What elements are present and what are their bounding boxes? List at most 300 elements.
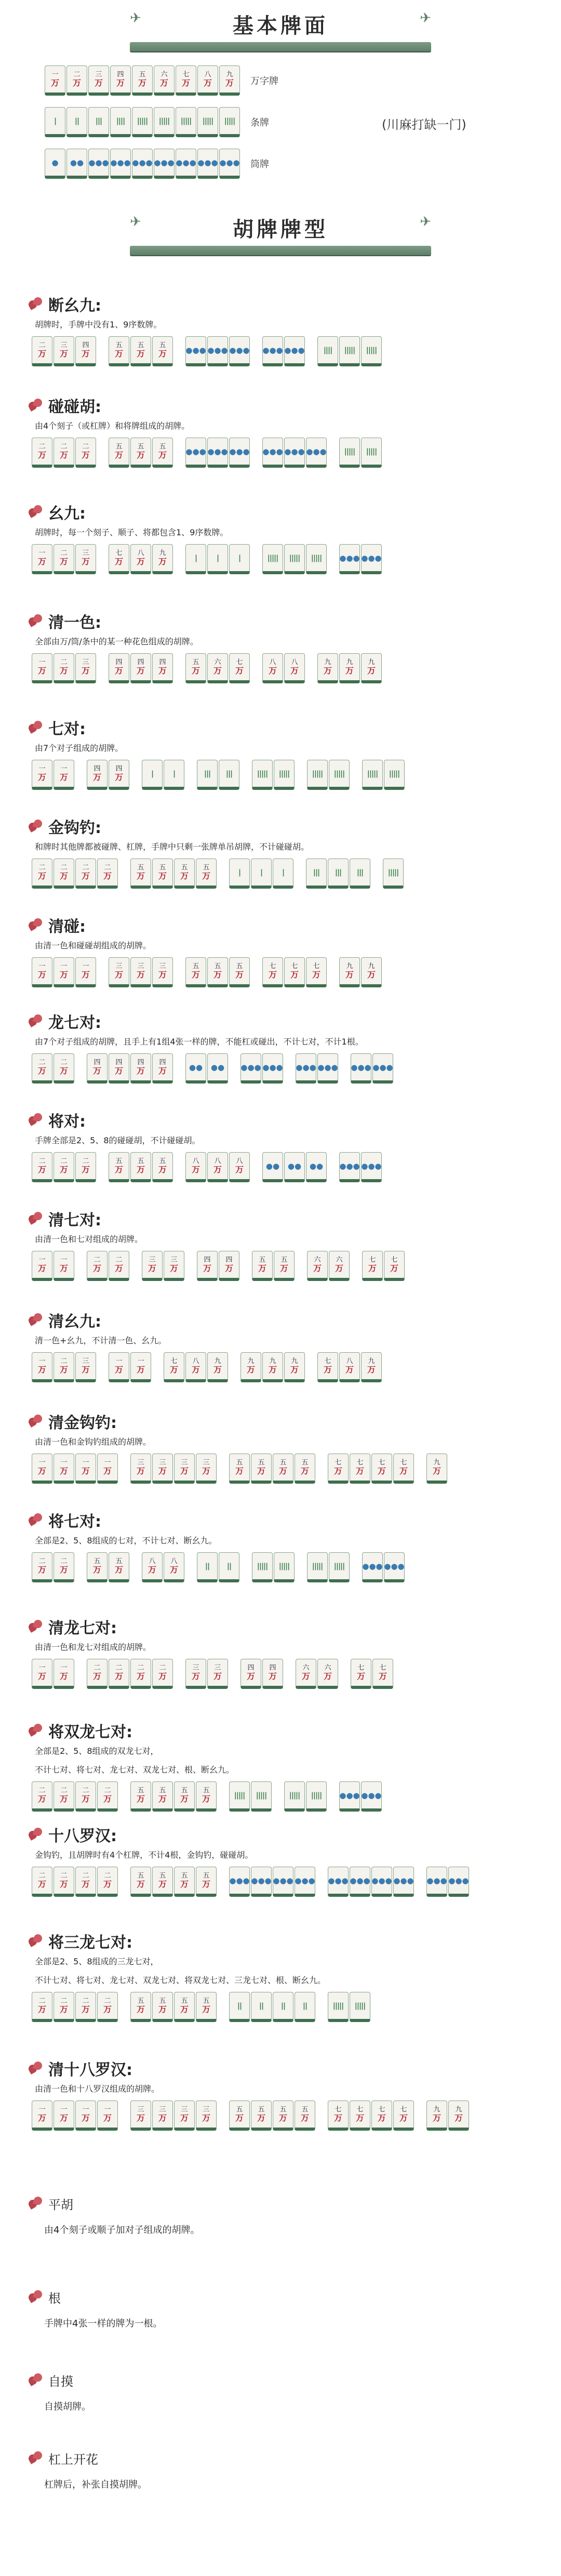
tile-group xyxy=(262,957,328,987)
wan-tile-5-icon: 五 万 xyxy=(229,1454,250,1484)
tile-group xyxy=(185,336,251,366)
hand-section xyxy=(29,1310,543,1382)
hand-section-header xyxy=(29,1510,543,1530)
hand-name: 幺九: xyxy=(48,505,86,523)
tiao-tile-9-icon: ||||| xyxy=(219,107,240,137)
tiao-tile-1-icon: | xyxy=(207,544,228,574)
wan-tile-1-icon: 一 万 xyxy=(32,1659,52,1689)
wan-tile-7-icon: 七 万 xyxy=(306,957,327,987)
petal-bullet-icon xyxy=(29,399,42,412)
hand-description: 由7个对子组成的胡牌，且手上有1组4张一样的牌，不能杠或碰出，不计七对，不计1根。 xyxy=(35,1037,364,1047)
wan-tile-5-icon: 五 万 xyxy=(196,1992,217,2022)
wan-tile-set xyxy=(45,65,241,96)
tile-group xyxy=(130,1454,218,1484)
wan-tile-2-icon: 二 万 xyxy=(75,1992,96,2022)
hand-section xyxy=(29,1616,543,1689)
tiao-tile-1-icon: | xyxy=(45,107,65,137)
hand-description: 由清一色和金钩钓组成的胡牌。 xyxy=(35,1437,152,1447)
tong-tile-6-icon: ●●● xyxy=(350,1867,370,1897)
wan-tile-5-icon: 五 万 xyxy=(109,1152,129,1182)
wan-tile-9-icon: 九 万 xyxy=(284,1352,305,1382)
tile-group xyxy=(306,858,371,889)
wan-tile-5-icon: 五 万 xyxy=(152,1152,173,1182)
tong-tile-2-icon: ●● xyxy=(207,1053,228,1084)
wan-tiles-row xyxy=(42,65,278,96)
hand-section-header xyxy=(29,1931,543,1951)
hand-description: 全部是2、5、8组成的七对，不计七对、断幺九。 xyxy=(35,1536,217,1545)
tile-group xyxy=(185,1659,229,1689)
tile-group xyxy=(130,2101,218,2131)
tiao-tile-1-icon: | xyxy=(229,544,250,574)
wan-tile-2-icon: 二 万 xyxy=(54,1053,74,1084)
wan-tile-3-icon: 三 万 xyxy=(196,2101,217,2131)
hand-description: 不计七对、将七对、龙七对、双龙七对、根、断幺九。 xyxy=(35,1765,235,1775)
wan-tile-6-icon: 六 万 xyxy=(154,65,175,96)
hand-section-header xyxy=(29,816,543,837)
tong-label: 筒牌 xyxy=(250,159,269,170)
hand-name: 将对: xyxy=(48,1113,86,1131)
hand-description: 金钩钓，且胡牌时有4个杠牌，不计4根，金钩钓，碰碰胡。 xyxy=(35,1850,253,1860)
wan-tile-5-icon: 五 万 xyxy=(174,1781,195,1812)
wan-tile-7-icon: 七 万 xyxy=(362,1251,383,1281)
tile-group xyxy=(252,1251,296,1281)
wan-tile-1-icon: 一 万 xyxy=(54,2101,74,2131)
wan-tile-5-icon: 五 万 xyxy=(273,2101,293,2131)
wan-tile-5-icon: 五 万 xyxy=(207,957,228,987)
wan-tile-2-icon: 二 万 xyxy=(32,336,52,366)
hand-description: 由清一色和七对组成的胡牌。 xyxy=(35,1234,143,1244)
petal-bullet-icon xyxy=(29,918,42,932)
wan-tile-9-icon: 九 万 xyxy=(426,2101,447,2131)
tile-group xyxy=(362,1552,406,1582)
tiao-tile-9-icon: ||||| xyxy=(284,544,305,574)
wan-tile-3-icon: 三 万 xyxy=(75,653,96,683)
tile-group xyxy=(87,1659,174,1689)
hand-tiles xyxy=(32,858,543,889)
tile-group xyxy=(109,1352,152,1382)
wan-tile-3-icon: 三 万 xyxy=(152,1454,173,1484)
hand-name: 断幺九: xyxy=(48,297,101,315)
tiao-tile-4-icon: |||| xyxy=(110,107,131,137)
hand-section-header xyxy=(29,294,543,314)
tiao-tile-2-icon: || xyxy=(197,1552,218,1582)
tong-tile-9-icon: ●●● xyxy=(426,1867,447,1897)
tile-group xyxy=(142,1552,185,1582)
wan-tile-1-icon: 一 万 xyxy=(32,760,52,790)
term-name: 自摸 xyxy=(48,2374,73,2389)
wan-tile-8-icon: 八 万 xyxy=(185,1152,206,1182)
wan-tile-5-icon: 五 万 xyxy=(152,336,173,366)
tile-group xyxy=(32,1352,97,1382)
wan-tile-4-icon: 四 万 xyxy=(197,1251,218,1281)
tile-group xyxy=(32,653,97,683)
tiao-tile-2-icon: || xyxy=(251,1992,272,2022)
wan-tile-4-icon: 四 万 xyxy=(75,336,96,366)
hand-name: 清幺九: xyxy=(48,1313,101,1331)
tong-tile-5-icon: ●●● xyxy=(229,336,250,366)
wan-tile-9-icon: 九 万 xyxy=(339,957,360,987)
hand-tiles xyxy=(32,1152,543,1182)
tile-group xyxy=(262,1152,328,1182)
wan-tile-8-icon: 八 万 xyxy=(207,1152,228,1182)
wan-tile-1-icon: 一 万 xyxy=(45,65,65,96)
tong-tile-7-icon: ●●● xyxy=(296,1053,316,1084)
wan-tile-8-icon: 八 万 xyxy=(185,1352,206,1382)
tiao-tile-3-icon: ||| xyxy=(88,107,109,137)
wan-tile-1-icon: 一 万 xyxy=(54,957,74,987)
wan-tile-7-icon: 七 万 xyxy=(350,2101,370,2131)
tile-group xyxy=(229,1781,273,1812)
hand-section-header xyxy=(29,1616,543,1637)
tong-tile-5-icon: ●●● xyxy=(339,1152,360,1182)
wan-tile-4-icon: 四 万 xyxy=(109,653,129,683)
tile-group xyxy=(339,957,383,987)
tong-tile-9-icon: ●●● xyxy=(372,1053,393,1084)
wan-tile-2-icon: 二 万 xyxy=(109,1659,129,1689)
wan-tile-5-icon: 五 万 xyxy=(152,1781,173,1812)
tong-tile-4-icon: ●●● xyxy=(110,149,131,179)
wan-tile-1-icon: 一 万 xyxy=(97,1454,118,1484)
wan-tile-9-icon: 九 万 xyxy=(219,65,240,96)
hand-description: 手牌全部是2、5、8的碰碰胡，不计碰碰胡。 xyxy=(35,1135,201,1145)
wan-tile-5-icon: 五 万 xyxy=(130,858,151,889)
hand-section xyxy=(29,1208,543,1281)
wan-tile-1-icon: 一 万 xyxy=(75,1454,96,1484)
wan-tile-2-icon: 二 万 xyxy=(32,1552,52,1582)
tile-group xyxy=(362,1251,406,1281)
wan-tile-2-icon: 二 万 xyxy=(54,1152,74,1182)
wan-tile-5-icon: 五 万 xyxy=(109,1552,129,1582)
wan-tile-9-icon: 九 万 xyxy=(448,2101,469,2131)
petal-bullet-icon xyxy=(29,1620,42,1633)
tile-group xyxy=(109,1152,174,1182)
hand-name: 清龙七对: xyxy=(48,1619,117,1637)
tong-tile-3-icon: ●●● xyxy=(88,149,109,179)
tong-tile-5-icon: ●●● xyxy=(362,1552,383,1582)
term-description: 杠牌后，补张自摸胡牌。 xyxy=(44,2479,147,2490)
petal-bullet-icon xyxy=(29,1014,42,1028)
tile-group xyxy=(32,1251,75,1281)
tiao-tile-8-icon: ||||| xyxy=(307,1552,328,1582)
wan-tile-4-icon: 四 万 xyxy=(241,1659,261,1689)
hand-section xyxy=(29,501,543,574)
hand-description: 胡牌时，手牌中没有1、9序数牌。 xyxy=(35,320,162,329)
wan-tile-4-icon: 四 万 xyxy=(219,1251,239,1281)
hand-tiles xyxy=(32,1992,543,2022)
hand-section xyxy=(29,1510,543,1582)
wan-tile-2-icon: 二 万 xyxy=(54,858,74,889)
tile-group xyxy=(317,653,383,683)
wan-tile-5-icon: 五 万 xyxy=(87,1552,108,1582)
wan-tile-5-icon: 五 万 xyxy=(196,858,217,889)
wan-tile-2-icon: 二 万 xyxy=(75,1867,96,1897)
tiao-tile-5-icon: ||||| xyxy=(251,1781,272,1812)
hand-section xyxy=(29,294,543,366)
tile-group xyxy=(109,957,174,987)
hand-tiles xyxy=(32,1552,543,1582)
wan-tile-4-icon: 四 万 xyxy=(110,65,131,96)
tong-tile-3-icon: ●●● xyxy=(185,438,206,468)
tiao-tile-5-icon: ||||| xyxy=(229,1781,250,1812)
wan-tile-1-icon: 一 万 xyxy=(32,544,52,574)
wan-tile-1-icon: 一 万 xyxy=(54,1659,74,1689)
tiao-tile-5-icon: ||||| xyxy=(274,1552,295,1582)
tiao-tile-8-icon: ||||| xyxy=(339,438,360,468)
tiao-tile-5-icon: ||||| xyxy=(132,107,153,137)
wan-tile-2-icon: 二 万 xyxy=(97,858,118,889)
petal-bullet-icon xyxy=(29,2451,42,2465)
wan-tile-1-icon: 一 万 xyxy=(54,760,74,790)
wan-tile-2-icon: 二 万 xyxy=(32,1992,52,2022)
tiao-label: 条牌 xyxy=(250,117,269,128)
wan-tile-2-icon: 二 万 xyxy=(87,1251,108,1281)
hand-name: 清碰: xyxy=(48,918,86,936)
tong-tile-9-icon: ●●● xyxy=(339,544,360,574)
tile-group xyxy=(328,1454,415,1484)
tile-group xyxy=(32,760,75,790)
tile-group xyxy=(296,1659,339,1689)
hand-tiles xyxy=(32,1867,543,1897)
hand-description: 由清一色和碰碰胡组成的胡牌。 xyxy=(35,941,152,950)
wan-tile-7-icon: 七 万 xyxy=(284,957,305,987)
tile-group xyxy=(229,1867,316,1897)
wan-tile-5-icon: 五 万 xyxy=(174,1992,195,2022)
hand-description: 由4个刻子（或杠牌）和将牌组成的胡牌。 xyxy=(35,421,190,431)
wan-tile-8-icon: 八 万 xyxy=(229,1152,250,1182)
petal-bullet-icon xyxy=(29,1415,42,1428)
tong-tile-3-icon: ●●● xyxy=(185,336,206,366)
wan-tile-2-icon: 二 万 xyxy=(32,1867,52,1897)
wan-tile-3-icon: 三 万 xyxy=(174,1454,195,1484)
missing-suit-note: (川麻打缺一门) xyxy=(382,117,466,132)
wan-tile-8-icon: 八 万 xyxy=(262,653,283,683)
hand-tiles xyxy=(32,957,543,987)
hand-section-header xyxy=(29,611,543,631)
wan-tile-1-icon: 一 万 xyxy=(130,1352,151,1382)
petal-bullet-icon xyxy=(29,2197,42,2210)
hand-name: 清十八罗汉: xyxy=(48,2061,132,2079)
wan-tile-5-icon: 五 万 xyxy=(185,957,206,987)
tong-tile-9-icon: ●●● xyxy=(351,1053,371,1084)
wan-tile-3-icon: 三 万 xyxy=(164,1251,184,1281)
hand-section-header xyxy=(29,717,543,738)
wan-tile-5-icon: 五 万 xyxy=(130,1992,151,2022)
wan-tile-3-icon: 三 万 xyxy=(152,2101,173,2131)
wan-tile-6-icon: 六 万 xyxy=(296,1659,316,1689)
tile-group xyxy=(426,2101,470,2131)
tong-tile-6-icon: ●●● xyxy=(371,1867,392,1897)
tong-tile-4-icon: ●●● xyxy=(207,336,228,366)
tile-group xyxy=(87,760,130,790)
wan-tile-2-icon: 二 万 xyxy=(75,438,96,468)
hand-section-header xyxy=(29,1411,543,1432)
tile-group xyxy=(32,1454,119,1484)
tile-group xyxy=(307,1552,351,1582)
wan-tile-7-icon: 七 万 xyxy=(393,1454,414,1484)
wan-tile-2-icon: 二 万 xyxy=(54,544,74,574)
petal-bullet-icon xyxy=(29,297,42,311)
wan-tile-7-icon: 七 万 xyxy=(371,1454,392,1484)
tile-group xyxy=(185,957,251,987)
winning-hands-title: 胡牌牌型 xyxy=(233,217,328,242)
wan-tile-5-icon: 五 万 xyxy=(152,858,173,889)
petal-bullet-icon xyxy=(29,1934,42,1948)
tile-group xyxy=(32,438,97,468)
wan-tile-3-icon: 三 万 xyxy=(54,336,74,366)
swallow-right-icon: ✈ xyxy=(420,214,431,230)
tile-group xyxy=(328,1867,415,1897)
tiao-tile-2-icon: || xyxy=(273,1992,293,2022)
tong-tile-1-icon: ● xyxy=(45,149,65,179)
wan-tile-4-icon: 四 万 xyxy=(130,1053,151,1084)
wan-tile-3-icon: 三 万 xyxy=(130,957,151,987)
hand-tiles xyxy=(32,438,543,468)
term-description: 自摸胡牌。 xyxy=(44,2401,91,2412)
hand-section-header xyxy=(29,395,543,416)
wan-tile-2-icon: 二 万 xyxy=(75,1152,96,1182)
hand-name: 龙七对: xyxy=(48,1014,101,1032)
petal-bullet-icon xyxy=(29,1513,42,1527)
petal-bullet-icon xyxy=(29,505,42,519)
tile-group xyxy=(241,1352,306,1382)
tiao-tile-1-icon: | xyxy=(251,858,272,889)
wan-tile-7-icon: 七 万 xyxy=(164,1352,184,1382)
wan-tile-2-icon: 二 万 xyxy=(75,1781,96,1812)
wan-tile-1-icon: 一 万 xyxy=(32,1454,52,1484)
hand-section xyxy=(29,1931,543,2022)
wan-tile-5-icon: 五 万 xyxy=(273,1454,293,1484)
hand-description: 全部是2、5、8组成的三龙七对， xyxy=(35,1957,159,1966)
wan-tile-2-icon: 二 万 xyxy=(152,1659,173,1689)
tile-group xyxy=(185,1053,229,1084)
hand-tiles xyxy=(32,544,543,574)
wan-tile-4-icon: 四 万 xyxy=(87,1053,108,1084)
tong-tile-2-icon: ●● xyxy=(262,1152,283,1182)
tile-group xyxy=(197,1552,241,1582)
tiao-tile-6-icon: ||||| xyxy=(361,336,382,366)
wan-tile-1-icon: 一 万 xyxy=(32,2101,52,2131)
tiao-tile-1-icon: | xyxy=(229,858,250,889)
tong-tile-3-icon: ●●● xyxy=(229,1867,250,1897)
petal-bullet-icon xyxy=(29,614,42,628)
wan-tile-2-icon: 二 万 xyxy=(109,1251,129,1281)
hand-name: 金钩钓: xyxy=(48,819,101,837)
tiao-tile-8-icon: ||||| xyxy=(306,1781,327,1812)
tiao-tile-2-icon: || xyxy=(229,1992,250,2022)
tong-tile-9-icon: ●●● xyxy=(219,149,240,179)
tile-group xyxy=(284,1781,328,1812)
wan-tile-2-icon: 二 万 xyxy=(66,65,87,96)
wan-tile-2-icon: 二 万 xyxy=(32,858,52,889)
basic-tiles-banner xyxy=(0,9,561,51)
wan-tile-1-icon: 一 万 xyxy=(32,653,52,683)
hand-description: 不计七对、将七对、龙七对、双龙七对、将双龙七对、三龙七对、根、断幺九。 xyxy=(35,1975,326,1985)
petal-bullet-icon xyxy=(29,1724,42,1737)
term-header xyxy=(29,2370,543,2390)
wan-tile-2-icon: 二 万 xyxy=(75,858,96,889)
hand-section-header xyxy=(29,501,543,522)
winning-hands-banner xyxy=(0,213,561,255)
hand-section xyxy=(29,1411,543,1484)
wan-tile-8-icon: 八 万 xyxy=(142,1552,163,1582)
wan-tile-3-icon: 三 万 xyxy=(142,1251,163,1281)
tiao-tile-5-icon: ||||| xyxy=(252,1552,273,1582)
hand-name: 碰碰胡: xyxy=(48,398,101,416)
swallow-left-icon: ✈ xyxy=(130,10,141,26)
wan-tile-3-icon: 三 万 xyxy=(196,1454,217,1484)
tiao-tile-1-icon: | xyxy=(185,544,206,574)
wan-tile-3-icon: 三 万 xyxy=(88,65,109,96)
petal-bullet-icon xyxy=(29,1113,42,1127)
tiao-tile-7-icon: ||||| xyxy=(176,107,196,137)
hand-section xyxy=(29,2058,543,2131)
tong-tile-set xyxy=(45,149,241,179)
tiao-tile-3-icon: ||| xyxy=(306,858,327,889)
wan-tile-5-icon: 五 万 xyxy=(130,1781,151,1812)
hand-description: 全部是2、5、8组成的双龙七对， xyxy=(35,1746,159,1756)
tiao-tile-1-icon: | xyxy=(164,760,184,790)
hand-section xyxy=(29,395,543,468)
tile-group xyxy=(317,336,383,366)
hand-name: 清一色: xyxy=(48,614,101,632)
wan-tile-5-icon: 五 万 xyxy=(274,1251,295,1281)
wan-tile-1-icon: 一 万 xyxy=(54,1251,74,1281)
tong-tile-9-icon: ●●● xyxy=(448,1867,469,1897)
tong-tile-5-icon: ●●● xyxy=(241,1053,261,1084)
tile-group xyxy=(32,2101,119,2131)
tiao-tile-9-icon: ||||| xyxy=(306,544,327,574)
wan-tile-5-icon: 五 万 xyxy=(152,438,173,468)
term-section xyxy=(29,2287,543,2331)
tong-tile-3-icon: ●●● xyxy=(273,1867,293,1897)
wan-tile-2-icon: 二 万 xyxy=(130,1659,151,1689)
tong-tile-7-icon: ●●● xyxy=(176,149,196,179)
tiao-tile-8-icon: ||||| xyxy=(329,1552,350,1582)
tong-tile-2-icon: ●● xyxy=(66,149,87,179)
wan-tile-1-icon: 一 万 xyxy=(109,1352,129,1382)
wan-tile-1-icon: 一 万 xyxy=(32,1352,52,1382)
term-header xyxy=(29,2448,543,2468)
term-description: 由4个刻子或顺子加对子组成的胡牌。 xyxy=(44,2225,200,2236)
term-section xyxy=(29,2193,543,2238)
wan-tile-3-icon: 三 万 xyxy=(207,1659,228,1689)
tile-group xyxy=(262,438,328,468)
term-section xyxy=(29,2370,543,2414)
tile-group xyxy=(32,1152,97,1182)
tile-group xyxy=(185,1152,251,1182)
hand-description: 由清一色和十八罗汉组成的胡牌。 xyxy=(35,2084,160,2094)
wan-tile-9-icon: 九 万 xyxy=(317,653,338,683)
hand-section-header xyxy=(29,1208,543,1229)
wan-tile-5-icon: 五 万 xyxy=(229,2101,250,2131)
wan-tile-5-icon: 五 万 xyxy=(109,336,129,366)
hand-tiles xyxy=(32,1251,543,1281)
tong-tile-2-icon: ●● xyxy=(306,1152,327,1182)
wan-tile-5-icon: 五 万 xyxy=(174,1867,195,1897)
tile-group xyxy=(109,544,174,574)
tile-group xyxy=(362,760,406,790)
tile-group xyxy=(32,1552,75,1582)
hand-name: 将七对: xyxy=(48,1513,101,1531)
wan-tile-8-icon: 八 万 xyxy=(339,1352,360,1382)
term-name: 根 xyxy=(48,2291,61,2306)
tile-group xyxy=(339,438,383,468)
hand-name: 清金钩钓: xyxy=(48,1414,117,1432)
hand-tiles xyxy=(32,2101,543,2131)
wan-tile-3-icon: 三 万 xyxy=(75,544,96,574)
tiao-tile-2-icon: || xyxy=(219,1552,239,1582)
petal-bullet-icon xyxy=(29,1212,42,1225)
